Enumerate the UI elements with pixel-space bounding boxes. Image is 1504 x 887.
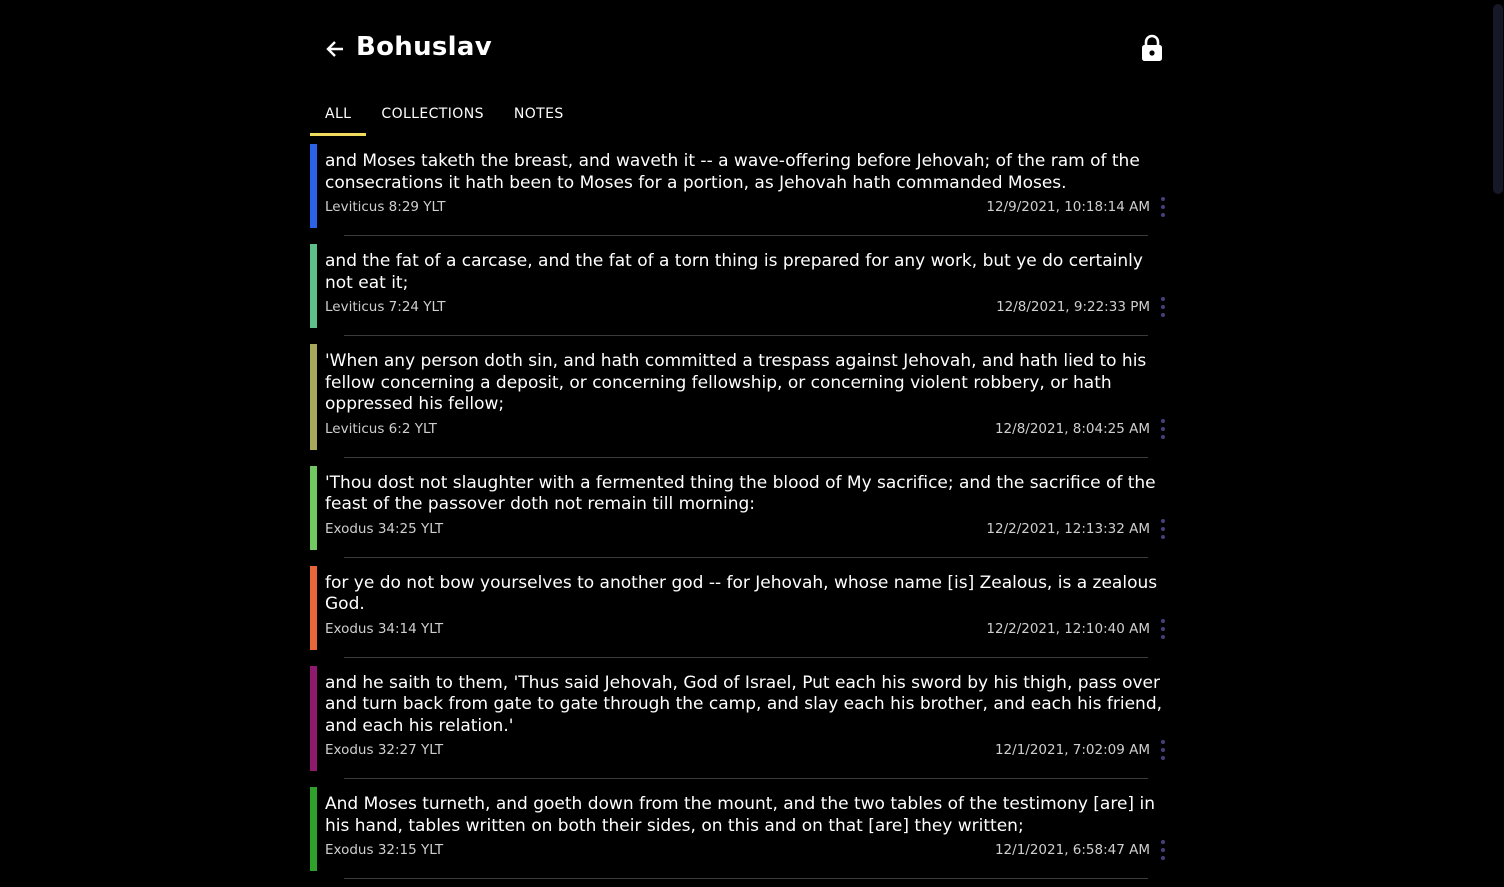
tab-notes[interactable]: NOTES bbox=[513, 106, 564, 122]
verse-meta bbox=[325, 618, 1174, 640]
lock-icon bbox=[1140, 34, 1164, 62]
verse-meta bbox=[325, 196, 1174, 218]
highlight-color-bar bbox=[310, 787, 317, 871]
more-options-button[interactable] bbox=[1158, 296, 1168, 318]
verse-meta bbox=[325, 296, 1174, 318]
divider bbox=[310, 328, 1174, 344]
verse-date: 12/8/2021, 9:22:33 PM bbox=[996, 299, 1150, 315]
verse-list bbox=[310, 144, 1174, 887]
verse-reference: Exodus 34:14 YLT bbox=[325, 620, 444, 637]
back-button[interactable] bbox=[324, 38, 346, 60]
verse-text: and the fat of a carcase, and the fat of a torn thing is prepared for any work, but ye do certainly not eat it; bbox=[325, 251, 1143, 293]
divider bbox=[310, 871, 1174, 887]
verse-date: 12/1/2021, 7:02:09 AM bbox=[994, 742, 1150, 758]
lock-button[interactable] bbox=[1140, 34, 1164, 62]
verse-reference: Leviticus 7:24 YLT bbox=[325, 299, 446, 315]
app-header bbox=[310, 20, 1174, 76]
verse-reference: Leviticus 8:29 YLT bbox=[325, 199, 446, 215]
more-options-button[interactable] bbox=[1158, 839, 1168, 861]
more-options-button[interactable] bbox=[1158, 739, 1168, 761]
highlight-color-bar bbox=[310, 244, 317, 328]
list-item[interactable] bbox=[310, 787, 1174, 871]
verse-reference: Leviticus 6:2 YLT bbox=[325, 420, 437, 437]
list-item[interactable] bbox=[310, 344, 1174, 450]
tab-collections[interactable]: COLLECTIONS bbox=[381, 106, 484, 122]
scrollbar-thumb[interactable] bbox=[1493, 4, 1503, 194]
verse-meta bbox=[325, 839, 1174, 861]
more-options-button[interactable] bbox=[1158, 418, 1168, 440]
list-item[interactable] bbox=[310, 466, 1174, 550]
divider bbox=[310, 771, 1174, 787]
scrollbar[interactable] bbox=[1492, 0, 1504, 846]
more-options-button[interactable] bbox=[1158, 196, 1168, 218]
verse-text: 'When any person doth sin, and hath committed a trespass against Jehovah, and hath lied to his fellow concerning a deposit, or concerning fellowship, or concerning violent robbery, or hath oppressed his fellow; bbox=[325, 351, 1147, 414]
tab-bar bbox=[310, 98, 579, 136]
verse-text: for ye do not bow yourselves to another god -- for Jehovah, whose name [is] Zealous, is a zealous God. bbox=[325, 572, 1158, 614]
divider bbox=[310, 650, 1174, 666]
verse-reference: Exodus 32:15 YLT bbox=[325, 842, 444, 858]
highlight-color-bar bbox=[310, 144, 317, 228]
verse-text: And Moses turneth, and goeth down from the mount, and the two tables of the testimony [are] in his hand, tables written on both their sides, on this and on that [are] they written; bbox=[325, 794, 1155, 836]
highlight-color-bar bbox=[310, 344, 317, 450]
verse-meta bbox=[325, 418, 1174, 440]
divider bbox=[310, 228, 1174, 244]
divider bbox=[310, 450, 1174, 466]
highlight-color-bar bbox=[310, 666, 317, 772]
verse-text: and Moses taketh the breast, and waveth it -- a wave-offering before Jehovah; of the ram of the consecrations it hath been to Moses for a portion, as Jehovah hath commanded Moses. bbox=[325, 151, 1140, 193]
verse-date: 12/9/2021, 10:18:14 AM bbox=[986, 199, 1150, 215]
verse-reference: Exodus 32:27 YLT bbox=[325, 742, 444, 758]
arrow-left-icon bbox=[324, 38, 346, 60]
highlight-color-bar bbox=[310, 466, 317, 550]
more-options-button[interactable] bbox=[1158, 618, 1168, 640]
verse-date: 12/2/2021, 12:10:40 AM bbox=[986, 620, 1150, 637]
list-item[interactable] bbox=[310, 566, 1174, 650]
verse-text: 'Thou dost not slaughter with a fermented thing the blood of My sacrifice; and the sacrifice of the feast of the passover doth not remain till morning: bbox=[325, 472, 1156, 514]
divider bbox=[310, 550, 1174, 566]
verse-meta bbox=[325, 739, 1174, 761]
tab-all[interactable]: ALL bbox=[310, 98, 366, 136]
more-options-button[interactable] bbox=[1158, 518, 1168, 540]
page-title: Bohuslav bbox=[356, 32, 492, 62]
verse-date: 12/8/2021, 8:04:25 AM bbox=[994, 420, 1150, 437]
list-item[interactable] bbox=[310, 144, 1174, 228]
highlight-color-bar bbox=[310, 566, 317, 650]
verse-date: 12/1/2021, 6:58:47 AM bbox=[994, 842, 1150, 858]
list-item[interactable] bbox=[310, 666, 1174, 772]
verse-meta bbox=[325, 518, 1174, 540]
list-item[interactable] bbox=[310, 244, 1174, 328]
verse-text: and he saith to them, 'Thus said Jehovah, God of Israel, Put each his sword by his thigh, pass over and turn back from gate to gate through the camp, and slay each his brother, and each his friend, and each his relation.' bbox=[325, 672, 1163, 736]
verse-date: 12/2/2021, 12:13:32 AM bbox=[986, 520, 1150, 537]
verse-reference: Exodus 34:25 YLT bbox=[325, 520, 444, 537]
